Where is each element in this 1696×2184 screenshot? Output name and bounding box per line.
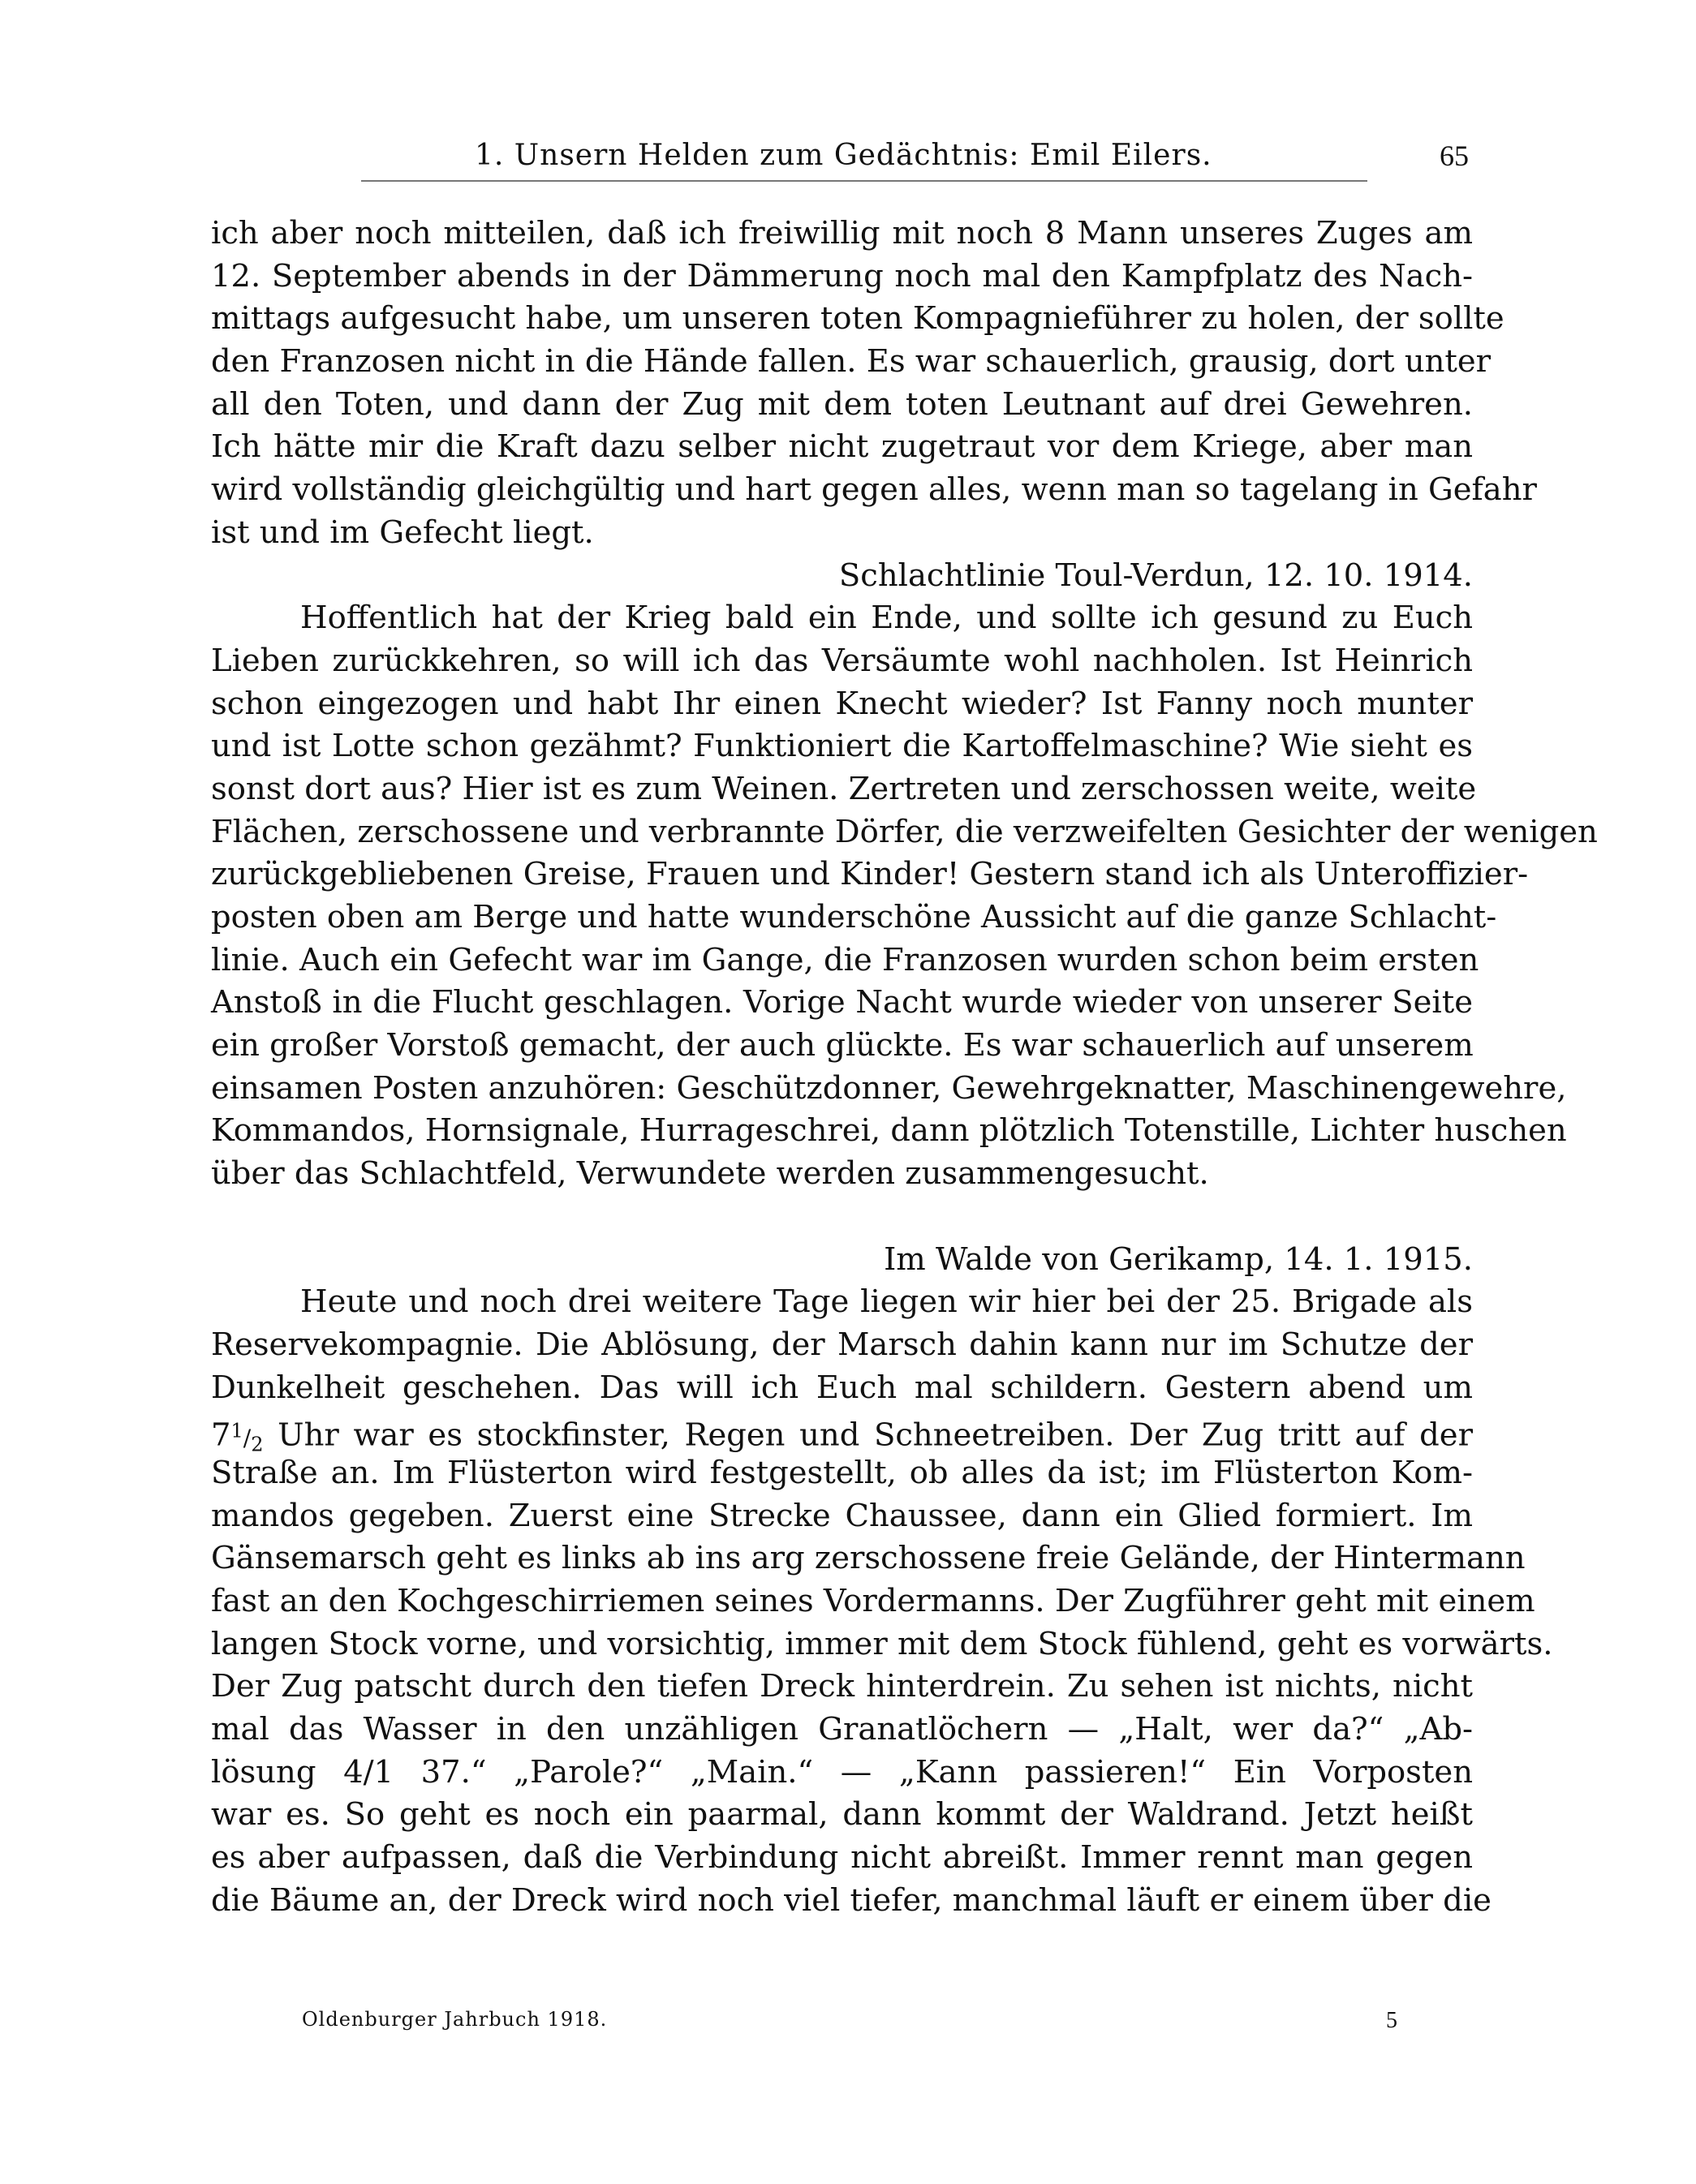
text-line: linie. Auch ein Gefecht war im Gange, die Franzosen wurden schon beim ersten xyxy=(211,941,1479,978)
time-fraction: $^1/_2$ xyxy=(230,1419,264,1456)
text-line: posten oben am Berge und hatte wunderschöne Aussicht auf die ganze Schlacht- xyxy=(211,899,1497,935)
body-text xyxy=(211,213,1598,1923)
text-line: Ich hätte mir die Kraft dazu selber nicht zugetraut vor dem Kriege, aber man xyxy=(211,428,1473,466)
text-line: langen Stock vorne, und vorsichtig, immer mit dem Stock fühlend, geht es vorwärts. xyxy=(211,1625,1553,1662)
running-head xyxy=(199,134,1469,183)
text-line: Heute und noch drei weitere Tage liegen wir hier bei der 25. Brigade als xyxy=(300,1283,1473,1321)
text-line: einsamen Posten anzuhören: Geschützdonner, Gewehrgeknatter, Maschinengewehre, xyxy=(211,1069,1567,1107)
time-whole: 7 xyxy=(211,1417,231,1454)
text-line: Reservekompagnie. Die Ablösung, der Marsch dahin kann nur im Schutze der xyxy=(211,1326,1473,1363)
text-line: über das Schlachtfeld, Verwundete werden zusammengesucht. xyxy=(211,1155,1209,1193)
running-title: 1. Unsern Helden zum Gedächtnis: Emil Eilers. xyxy=(475,139,1212,172)
text-line-time xyxy=(211,1409,1473,1456)
text-line: Hoffentlich hat der Krieg bald ein Ende, und sollte ich gesund zu Euch xyxy=(300,600,1473,637)
text-line: fast an den Kochgeschirriemen seines Vordermanns. Der Zugführer geht mit einem xyxy=(211,1583,1535,1619)
text-line: ich aber noch mitteilen, daß ich freiwillig mit noch 8 Mann unseres Zuges am xyxy=(211,215,1473,252)
text-line: es aber aufpassen, daß die Verbindung nicht abreißt. Immer rennt man gegen xyxy=(211,1839,1473,1877)
text-line: ein großer Vorstoß gemacht, der auch glückte. Es war schauerlich auf unserem xyxy=(211,1027,1474,1064)
text-line: Flächen, zerschossene und verbrannte Dörfer, die verzweifelten Gesichter der wenigen xyxy=(211,813,1598,850)
text-line: war es. So geht es noch ein paarmal, dann kommt der Waldrand. Jetzt heißt xyxy=(211,1796,1473,1834)
text-line: den Franzosen nicht in die Hände fallen. Es war schauerlich, grausig, dort unter xyxy=(211,343,1492,380)
text-line: mal das Wasser in den unzähligen Granatlöchern — „Halt, wer da?“ „Ab- xyxy=(211,1711,1473,1748)
text-line: Straße an. Im Flüsterton wird festgestellt, ob alles da ist; im Flüsterton Kom- xyxy=(211,1454,1473,1491)
text-line: Anstoß in die Flucht geschlagen. Vorige Nacht wurde wieder von unserer Seite xyxy=(211,984,1473,1021)
text-line: zurückgebliebenen Greise, Frauen und Kinder! Gestern stand ich als Unteroffizier- xyxy=(211,856,1529,893)
text-line: Dunkelheit geschehen. Das will ich Euch mal schildern. Gestern abend um xyxy=(211,1369,1473,1406)
time-line-text: Uhr war es stockfinster, Regen und Schneetreiben. Der Zug tritt auf der xyxy=(278,1417,1473,1454)
text-line: Der Zug patscht durch den tiefen Dreck hinterdrein. Zu sehen ist nichts, nicht xyxy=(211,1668,1473,1705)
text-line: und ist Lotte schon gezähmt? Funktioniert die Kartoffelmaschine? Wie sieht es xyxy=(211,728,1473,765)
page-footer xyxy=(302,2008,1397,2040)
text-line: Gänsemarsch geht es links ab ins arg zerschossene freie Gelände, der Hintermann xyxy=(211,1540,1526,1577)
text-line: die Bäume an, der Dreck wird noch viel tiefer, manchmal läuft er einem über die xyxy=(211,1881,1492,1919)
page-number: 65 xyxy=(1440,140,1469,172)
text-line: all den Toten, und dann der Zug mit dem toten Leutnant auf drei Gewehren. xyxy=(211,385,1473,423)
text-line: mandos gegeben. Zuerst eine Strecke Chaussee, dann ein Glied formiert. Im xyxy=(211,1497,1473,1534)
dateline-1914: Schlachtlinie Toul-Verdun, 12. 10. 1914. xyxy=(838,557,1473,594)
text-line: Lieben zurückkehren, so will ich das Versäumte wohl nachholen. Ist Heinrich xyxy=(211,642,1473,679)
text-line: ist und im Gefecht liegt. xyxy=(211,514,594,551)
text-line: wird vollständig gleichgültig und hart gegen alles, wenn man so tagelang in Gefahr xyxy=(211,471,1537,509)
printer-signature: Oldenburger Jahrbuch 1918. xyxy=(302,2008,608,2031)
text-line: 12. September abends in der Dämmerung noch mal den Kampfplatz des Nach- xyxy=(211,257,1473,294)
dateline-1915: Im Walde von Gerikamp, 14. 1. 1915. xyxy=(884,1240,1473,1278)
text-line: Kommandos, Hornsignale, Hurrageschrei, dann plötzlich Totenstille, Lichter huschen xyxy=(211,1112,1567,1150)
fraction-denominator: 2 xyxy=(251,1433,264,1456)
paragraph-gap xyxy=(211,1196,1473,1239)
sheet-number: 5 xyxy=(1386,2008,1397,2033)
text-line: mittags aufgesucht habe, um unseren toten Kompagnieführer zu holen, der sollte xyxy=(211,300,1504,337)
text-line: sonst dort aus? Hier ist es zum Weinen. Zertreten und zerschossen weite, weite xyxy=(211,770,1477,807)
text-line: schon eingezogen und habt Ihr einen Knecht wieder? Ist Fanny noch munter xyxy=(211,685,1473,722)
fraction-numerator: 1 xyxy=(230,1419,243,1442)
text-line: lösung 4/1 37.“ „Parole?“ „Main.“ — „Kann passieren!“ Ein Vorposten xyxy=(211,1753,1473,1791)
header-rule xyxy=(361,180,1367,182)
